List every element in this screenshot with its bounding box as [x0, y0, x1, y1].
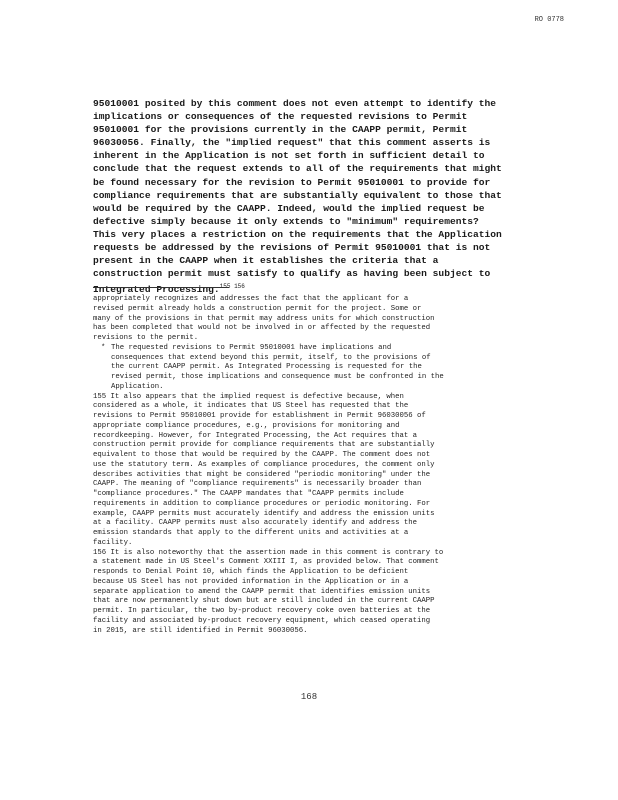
footnote-continuation: appropriately recognizes and addresses the fact that the applicant for a revised permit already holds a construction permit for the project. Some or many of the provisions in that permit may address units for which construction has been completed that would not be involved in or affected by the requested revisions to the permit. — [93, 295, 435, 342]
page-number: 168 — [300, 692, 318, 702]
footnote-155: 155 It also appears that the implied request is defective because, when considered as a whole, it indicates that US Steel has requested that the revisions to Permit 95010001 provide for establishment in Permit 96030056 of appropriate compliance procedures, e.g., provisions for monitoring and recordkeeping. However, for Integrated Processing, the Act requires that a construction permit provide for compliance requirements that are substantially equivalent to those that would be required by the CAAPP. The comment does not use the statutory term. As examples of compliance procedures, the comment only describes activities that might be considered "periodic monitoring" under the CAAPP. The meaning of "compliance requirements" is necessarily broader than "compliance procedures." The CAAPP mandates that "CAAPP permits include requirements in addition to compliance procedures or periodic monitoring. For example, CAAPP permits must accurately identify and address the emission units at a facility. CAAPP permits must also accurately identify and address the emission standards that apply to the different units and activities at a facility. — [93, 392, 435, 547]
footnote-bullet — [101, 344, 533, 393]
paragraph-text: 95010001 posited by this comment does not even attempt to identify the implications or consequences of the requested revisions to Permit 95010001 for the provisions currently in the CAAPP permit, Permit 96030056. Finally, the "implied request" that this comment asserts is inherent in the Application is not set forth in sufficient detail to conclude that the request extends to all of the requirements that might be found necessary for the revision to Permit 95010001 to provide for compliance requirements that are substantially equivalent to those that would be required by the CAAPP. Indeed, would the implied request be defective simply because it only extends to "minimum" requirements? This very places a restriction on the requirements that the Application requests be addressed by the revisions of Permit 95010001 that is not present in the CAAPP when it establishes the criteria that a construction permit must satisfy to qualify as having been subject to Integrated Processing. — [93, 98, 502, 296]
footnote-separator — [93, 287, 229, 288]
footnote-refs: 155 156 — [219, 283, 245, 291]
footnote-156: 156 It is also noteworthy that the assertion made in this comment is contrary to a statement made in US Steel's Comment XXIII I, as provided below. That comment responds to Denial Point 10, which finds the Application to be deficient because US Steel has not provided information in the Application or in a separate application to amend the CAAPP permit that identifies emission units that are now permanently shut down but are still included in the current CAAPP permit. In particular, the two by-product recovery coke oven batteries at the facility and associated by-product recovery equipment, which ceased operating in 2015, are still identified in Permit 96030056. — [93, 548, 444, 635]
body-paragraph — [93, 97, 531, 297]
bullet-marker: * — [101, 343, 106, 352]
footnotes-section — [93, 295, 533, 636]
footnote-bullet-text: The requested revisions to Permit 95010001 have implications and consequences that extend beyond this permit, itself, to the provisions of the current CAAPP permit. As Integrated Processing is requested for the revised permit, those implications and consequence must be confronted in the Application. — [111, 343, 444, 391]
document-id: RO 0778 — [534, 16, 564, 24]
